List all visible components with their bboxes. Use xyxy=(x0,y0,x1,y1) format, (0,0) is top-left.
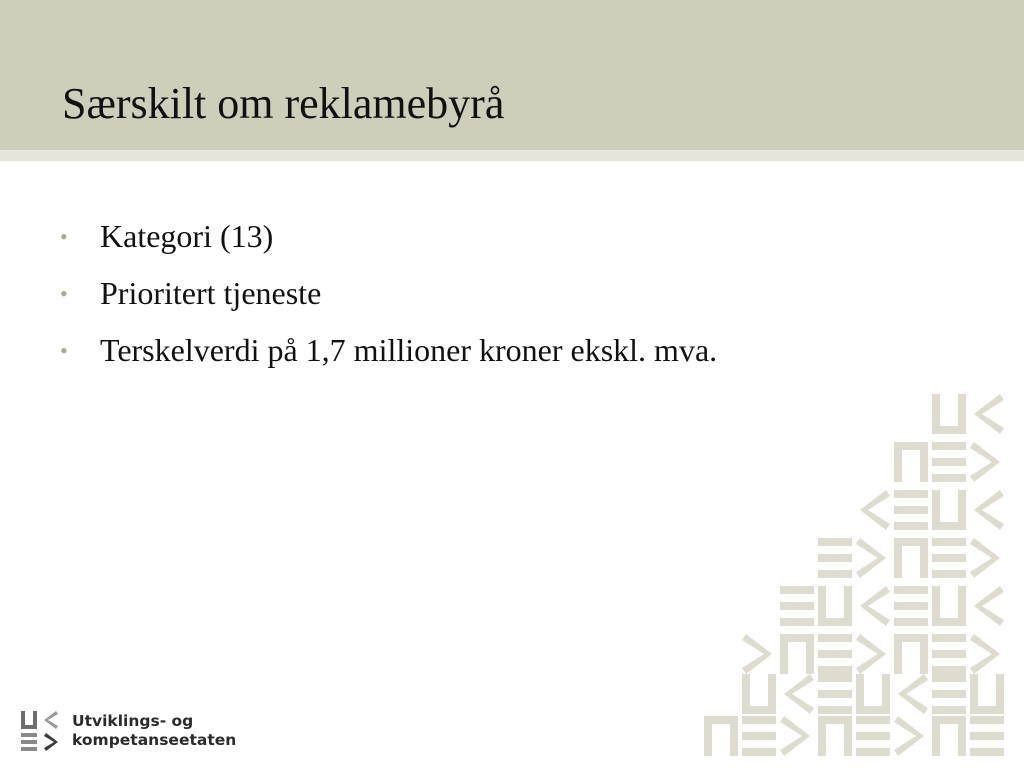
org-name xyxy=(72,712,236,750)
uke-logo-icon xyxy=(20,710,62,752)
bullet-item xyxy=(60,332,717,389)
bullet-text: Terskelverdi på 1,7 millioner kroner ekskl. mva. xyxy=(100,332,718,368)
bullet-icon: • xyxy=(60,281,68,306)
bullet-item xyxy=(60,218,717,275)
bullet-icon: • xyxy=(60,338,68,363)
slide-title: Særskilt om reklamebyrå xyxy=(62,79,505,128)
bullet-item xyxy=(60,275,717,332)
org-name-line1: Utviklings- og xyxy=(72,712,194,730)
org-name-line2: kompetanseetaten xyxy=(72,731,237,749)
bullet-icon: • xyxy=(60,224,68,249)
bullet-text: Prioritert tjeneste xyxy=(100,275,322,311)
bullet-list xyxy=(60,218,717,389)
uke-letter-pattern-icon xyxy=(690,386,1020,758)
header-stripe xyxy=(0,150,1024,161)
org-logo xyxy=(20,710,236,752)
bullet-text: Kategori (13) xyxy=(100,218,274,254)
